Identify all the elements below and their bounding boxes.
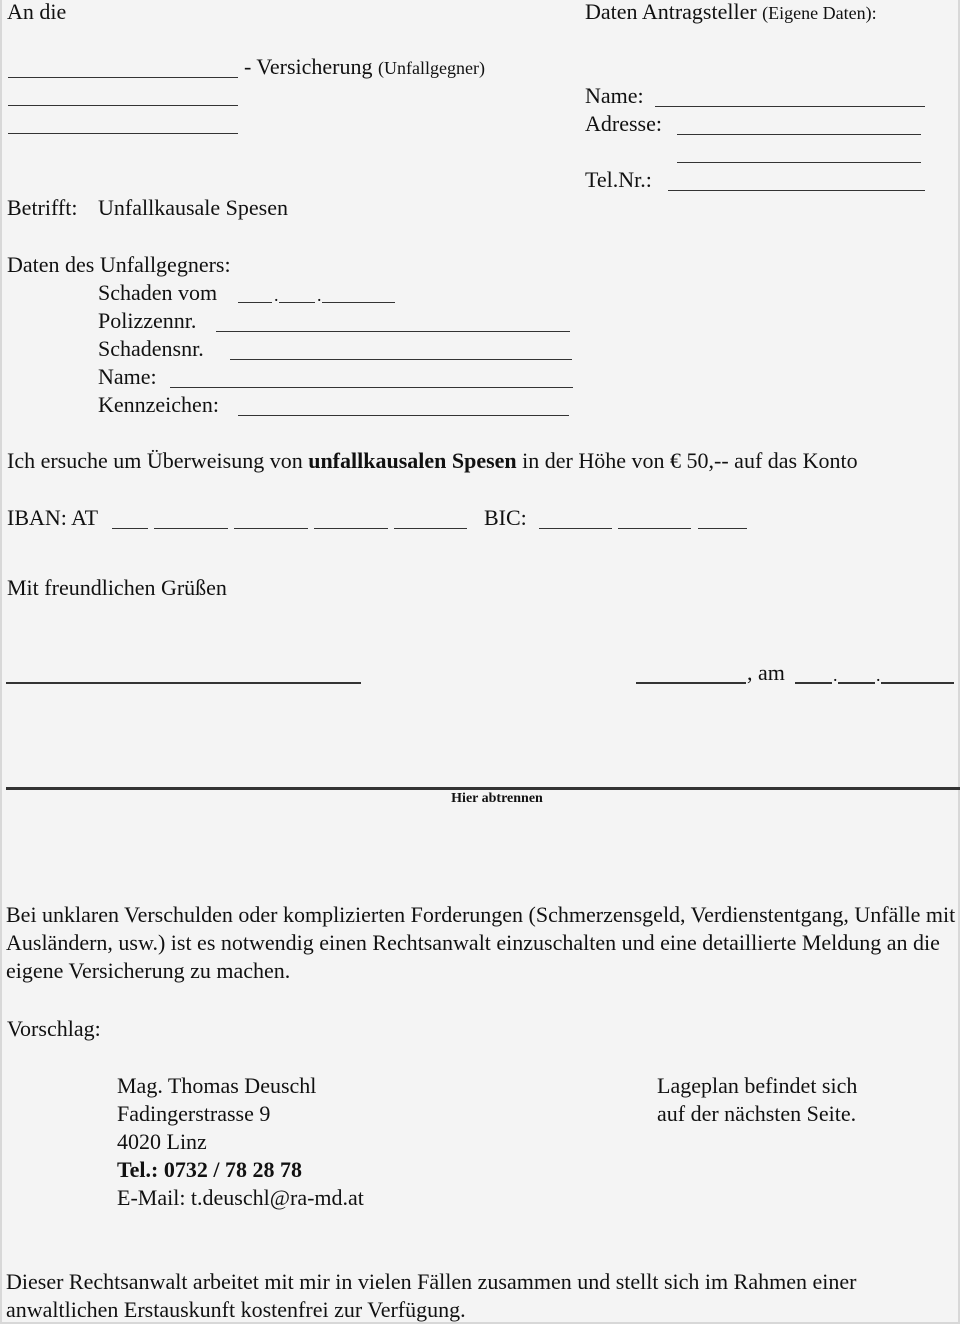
bic-field-1[interactable] — [539, 528, 612, 529]
applicant-heading-text: Daten Antragsteller — [585, 0, 757, 24]
damage-date-label: Schaden vom — [98, 280, 218, 305]
applicant-name-field[interactable] — [655, 106, 925, 107]
insurance-note: (Unfallgegner) — [378, 58, 485, 78]
applicant-heading-note: (Eigene Daten): — [762, 3, 877, 23]
lawyer-city: 4020 Linz — [117, 1129, 207, 1154]
recipient-heading: An die — [7, 0, 67, 24]
lawyer-name: Mag. Thomas Deuschl — [117, 1073, 317, 1098]
applicant-phone-label: Tel.Nr.: — [585, 167, 652, 192]
applicant-phone-field[interactable] — [668, 190, 925, 191]
bic-field-2[interactable] — [618, 528, 691, 529]
iban-field-2[interactable] — [154, 528, 228, 529]
opponent-name-field[interactable] — [170, 387, 573, 388]
bic-field-3[interactable] — [698, 528, 747, 529]
lawyer-phone: Tel.: 0732 / 78 28 78 — [117, 1157, 302, 1182]
date-dot: . — [833, 665, 838, 685]
footer-paragraph: Dieser Rechtsanwalt arbeitet mit mir in vielen Fällen zusammen und stellt sich im Rahmen einer anwaltlichen Erstauskunft kostenfrei zur Verfügung. — [6, 1269, 857, 1322]
iban-field-5[interactable] — [394, 528, 467, 529]
subject-label: Betrifft: — [7, 195, 78, 220]
applicant-address-field-2[interactable] — [677, 162, 921, 163]
request-bold: unfallkausalen Spesen — [308, 448, 517, 473]
date-dot: . — [317, 285, 322, 305]
applicant-heading — [585, 1, 877, 23]
place-date-separator: , am — [747, 660, 785, 685]
iban-field-3[interactable] — [234, 528, 308, 529]
lawyer-email[interactable]: E-Mail: t.deuschl@ra-md.at — [117, 1185, 364, 1210]
damage-date-day-field[interactable] — [238, 302, 272, 303]
plate-label: Kennzeichen: — [98, 392, 219, 417]
subject-text: Unfallkausale Spesen — [98, 195, 288, 220]
sign-date-year-field[interactable] — [881, 682, 954, 684]
iban-label: IBAN: AT — [7, 505, 99, 530]
date-dot: . — [274, 285, 279, 305]
applicant-address-label: Adresse: — [585, 111, 662, 136]
place-field[interactable] — [636, 682, 746, 684]
sign-date-day-field[interactable] — [795, 682, 832, 684]
opponent-heading: Daten des Unfallgegners: — [7, 252, 231, 277]
info-paragraph: Bei unklaren Verschulden oder komplizierten Forderungen (Schmerzensgeld, Verdienstentgang, Unfälle mit Ausländern, usw.) ist es notwendig einen Rechtsanwalt einzuschalten und eine detaillierte Meldung an die eigene Versicherung zu machen. — [6, 902, 956, 983]
policy-label: Polizzennr. — [98, 308, 197, 333]
policy-field[interactable] — [216, 331, 570, 332]
map-note-line-2: auf der nächsten Seite. — [657, 1101, 857, 1126]
insurance-name-field[interactable] — [8, 77, 238, 78]
claim-label: Schadensnr. — [98, 336, 204, 361]
insurance-suffix-text: - Versicherung — [244, 54, 373, 79]
request-prefix: Ich ersuche um Überweisung von — [7, 448, 309, 473]
request-sentence — [7, 450, 858, 472]
recipient-address-line-2[interactable] — [8, 133, 238, 134]
damage-date-year-field[interactable] — [322, 302, 395, 303]
suggestion-label: Vorschlag: — [7, 1016, 101, 1041]
insurance-suffix — [244, 56, 485, 78]
opponent-name-label: Name: — [98, 364, 157, 389]
applicant-name-label: Name: — [585, 83, 644, 108]
greeting: Mit freundlichen Grüßen — [7, 575, 227, 600]
applicant-address-field-1[interactable] — [677, 134, 921, 135]
recipient-address-line-1[interactable] — [8, 105, 238, 106]
plate-field[interactable] — [238, 415, 569, 416]
request-suffix: in der Höhe von € 50,-- auf das Konto — [516, 448, 858, 473]
sign-date-month-field[interactable] — [838, 682, 875, 684]
cut-line — [6, 787, 960, 790]
iban-field-1[interactable] — [112, 528, 148, 529]
iban-field-4[interactable] — [314, 528, 388, 529]
signature-field[interactable] — [6, 682, 361, 684]
date-dot: . — [876, 665, 881, 685]
lawyer-street: Fadingerstrasse 9 — [117, 1101, 271, 1126]
claim-field[interactable] — [230, 359, 572, 360]
damage-date-month-field[interactable] — [279, 302, 315, 303]
map-note-line-1: Lageplan befindet sich — [657, 1073, 858, 1098]
cut-label: Hier abtrennen — [451, 791, 543, 806]
bic-label: BIC: — [484, 505, 527, 530]
